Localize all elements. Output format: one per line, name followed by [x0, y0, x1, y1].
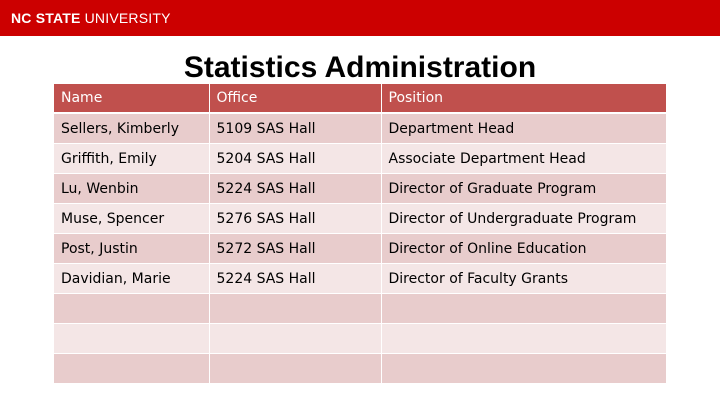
cell-name [54, 354, 209, 384]
table-row-empty [54, 294, 666, 324]
cell-name: Lu, Wenbin [54, 174, 209, 204]
ncsu-logo [11, 10, 171, 26]
cell-name: Davidian, Marie [54, 264, 209, 294]
cell-office: 5272 SAS Hall [209, 234, 381, 264]
cell-position: Director of Online Education [381, 234, 666, 264]
column-header-position: Position [381, 84, 666, 113]
cell-name: Muse, Spencer [54, 204, 209, 234]
cell-office: 5276 SAS Hall [209, 204, 381, 234]
logo-bold-text: NC STATE [11, 10, 81, 26]
table-header-row [54, 84, 666, 113]
table-row-empty [54, 324, 666, 354]
cell-position [381, 354, 666, 384]
cell-office [209, 354, 381, 384]
slide-title: Statistics Administration [183, 51, 537, 84]
logo-university-text: UNIVERSITY [80, 10, 171, 26]
cell-position: Associate Department Head [381, 144, 666, 174]
table-row [54, 144, 666, 174]
cell-office: 5204 SAS Hall [209, 144, 381, 174]
cell-name [54, 294, 209, 324]
cell-office [209, 324, 381, 354]
cell-name: Post, Justin [54, 234, 209, 264]
cell-office: 5109 SAS Hall [209, 113, 381, 144]
cell-office: 5224 SAS Hall [209, 174, 381, 204]
administration-table [54, 84, 667, 384]
table-row [54, 174, 666, 204]
cell-office: 5224 SAS Hall [209, 264, 381, 294]
table-row [54, 113, 666, 144]
cell-position: Director of Undergraduate Program [381, 204, 666, 234]
cell-name [54, 324, 209, 354]
top-banner [0, 0, 720, 36]
table-row [54, 234, 666, 264]
column-header-office: Office [209, 84, 381, 113]
cell-position: Director of Graduate Program [381, 174, 666, 204]
cell-position [381, 324, 666, 354]
table-row [54, 204, 666, 234]
cell-position [381, 294, 666, 324]
cell-office [209, 294, 381, 324]
table-row-empty [54, 354, 666, 384]
cell-position: Director of Faculty Grants [381, 264, 666, 294]
cell-position: Department Head [381, 113, 666, 144]
table-row [54, 264, 666, 294]
column-header-name: Name [54, 84, 209, 113]
cell-name: Sellers, Kimberly [54, 113, 209, 144]
cell-name: Griffith, Emily [54, 144, 209, 174]
